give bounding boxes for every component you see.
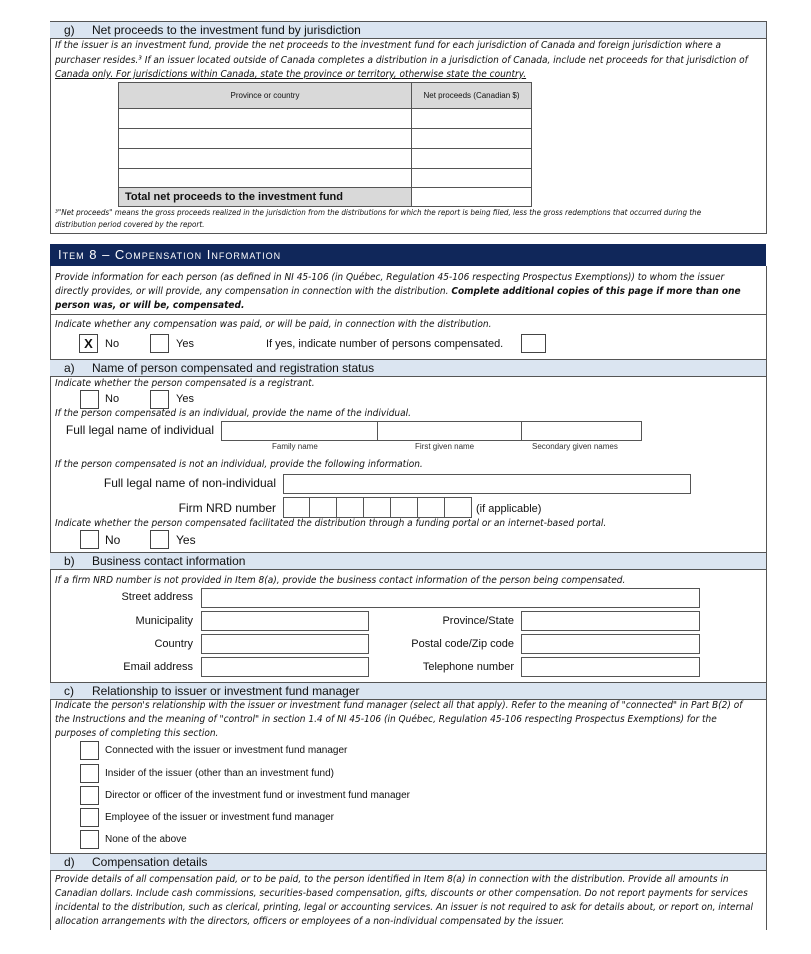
footnote: ³"Net proceeds" means the gross proceeds realized in the jurisdiction from the distributions for which the report is being filed, less the gross redemptions that occurred during the — [55, 208, 702, 217]
portal-no-checkbox[interactable] — [80, 530, 99, 549]
province-cell[interactable] — [119, 149, 412, 169]
instruction-text: If a firm NRD number is not provided in Item 8(a), provide the business contact information of the person being compensated. — [55, 575, 626, 586]
section-title: Relationship to issuer or investment fund manager — [92, 684, 360, 698]
section-title: Compensation details — [92, 855, 208, 869]
if-applicable-note: (if applicable) — [476, 503, 542, 515]
relationship-connected-checkbox[interactable] — [80, 741, 99, 760]
municipality-input[interactable] — [201, 611, 369, 631]
intro-bold: person was, or will be, compensated. — [55, 300, 245, 311]
phone-label: Telephone number — [422, 661, 514, 673]
question-text: Indicate whether the person compensated facilitated the distribution through a funding portal or an internet-based portal. — [55, 518, 607, 529]
net-proceeds-table — [118, 82, 532, 207]
nrd-number-input[interactable] — [283, 497, 472, 518]
instruction-text: Canada only. For jurisdictions within Canada, state the province or territory, otherwise state the country. — [55, 69, 527, 80]
option-label: Insider of the issuer (other than an investment fund) — [105, 768, 335, 779]
yes-label: Yes — [176, 533, 196, 547]
no-label: No — [105, 338, 120, 350]
secondary-names-caption: Secondary given names — [532, 442, 618, 451]
divider — [50, 314, 767, 315]
first-name-caption: First given name — [415, 442, 475, 451]
instruction-text: purchaser resides.³ If an issuer located outside of Canada completes a distribution in a jurisdiction of Canada, include net proceeds for that jurisdiction of — [55, 55, 748, 66]
section-b-header — [50, 552, 766, 570]
province-input[interactable] — [521, 611, 700, 631]
instruction-text: allocation arrangements with the directors, officers or employees of a non-individual compensated by the issuer. — [55, 916, 565, 927]
nonindividual-name-input[interactable] — [283, 474, 691, 494]
persons-label: If yes, indicate number of persons compensated. — [266, 338, 504, 350]
intro-bold: Complete additional copies of this page if more than one — [451, 286, 741, 297]
compensation-no-checkbox[interactable]: X — [79, 334, 98, 353]
intro-text: Provide information for each person (as defined in NI 45-106 (in Québec, Regulation 45-106 respecting Prospectus Exemptions)) to whom the issuer — [55, 272, 725, 283]
street-input[interactable] — [201, 588, 700, 608]
family-name-input[interactable] — [221, 421, 378, 441]
section-title: Name of person compensated and registration status — [92, 361, 375, 375]
municipality-label: Municipality — [135, 615, 193, 627]
instruction-text: purposes of completing this section. — [55, 728, 219, 739]
province-cell[interactable] — [119, 169, 412, 188]
proceeds-cell[interactable] — [412, 169, 532, 188]
question-text: If the person compensated is not an individual, provide the following information. — [55, 459, 423, 470]
column-header: Net proceeds (Canadian $) — [412, 83, 532, 109]
frame-right — [766, 21, 767, 233]
instruction-text: incidental to the distribution, such as clerical, printing, legal or accounting services. An issuer is not required to ask for details about, or report on, internal — [55, 902, 753, 913]
instruction-text: the Instructions and the meaning of "control" in section 1.4 of NI 45-106 (in Québec, Regulation 45-106 respecting Prospectus Exemptions) for the — [55, 714, 717, 725]
question-text: Indicate whether the person compensated is a registrant. — [55, 378, 315, 389]
country-input[interactable] — [201, 634, 369, 654]
option-label: Director or officer of the investment fund or investment fund manager — [105, 790, 410, 801]
relationship-employee-checkbox[interactable] — [80, 808, 99, 827]
section-title: Business contact information — [92, 554, 246, 568]
email-label: Email address — [123, 661, 193, 673]
persons-count-input[interactable] — [521, 334, 546, 353]
proceeds-cell[interactable] — [412, 149, 532, 169]
phone-input[interactable] — [521, 657, 700, 677]
portal-yes-checkbox[interactable] — [150, 530, 169, 549]
item8-title: Item 8 – Compensation Information — [58, 247, 282, 262]
secondary-names-input[interactable] — [521, 421, 642, 441]
frame-left — [50, 21, 51, 233]
section-letter: d) — [64, 855, 75, 869]
total-label: Total net proceeds to the investment fund — [119, 188, 412, 207]
question-text: If the person compensated is an individual, provide the name of the individual. — [55, 408, 411, 419]
total-proceeds-cell[interactable] — [412, 188, 532, 207]
section-title: Net proceeds to the investment fund by jurisdiction — [92, 23, 361, 37]
postal-label: Postal code/Zip code — [411, 638, 514, 650]
proceeds-cell[interactable] — [412, 109, 532, 129]
frame-right — [766, 266, 767, 930]
first-name-input[interactable] — [377, 421, 522, 441]
section-letter: c) — [64, 684, 74, 698]
proceeds-cell[interactable] — [412, 129, 532, 149]
option-label: Employee of the issuer or investment fund manager — [105, 812, 335, 823]
relationship-none-checkbox[interactable] — [80, 830, 99, 849]
section-a-header — [50, 359, 766, 377]
instruction-text: Provide details of all compensation paid, or to be paid, to the person identified in Item 8(a) in connection with the distribution. Provide all amounts in — [55, 874, 729, 885]
yes-label: Yes — [176, 393, 194, 405]
section-c-header — [50, 682, 766, 700]
section-letter: b) — [64, 554, 75, 568]
frame-bottom — [50, 233, 767, 234]
province-cell[interactable] — [119, 129, 412, 149]
option-label: Connected with the issuer or investment fund manager — [105, 745, 348, 756]
section-letter: a) — [64, 361, 75, 375]
relationship-insider-checkbox[interactable] — [80, 764, 99, 783]
question-text: Indicate whether any compensation was paid, or will be paid, in connection with the distribution. — [55, 319, 492, 330]
family-name-caption: Family name — [272, 442, 318, 451]
item8-header — [50, 244, 766, 266]
street-label: Street address — [121, 591, 193, 603]
instruction-text: Canadian dollars. Include cash commissions, securities-based compensation, gifts, discounts or other compensation. Do not report payments for services — [55, 888, 748, 899]
yes-label: Yes — [176, 338, 194, 350]
section-d-header — [50, 853, 766, 871]
nrd-label: Firm NRD number — [178, 501, 276, 515]
province-label: Province/State — [442, 615, 514, 627]
nonindividual-label: Full legal name of non-individual — [103, 476, 276, 490]
full-name-label: Full legal name of individual — [65, 423, 214, 437]
footnote: distribution period covered by the report. — [55, 220, 205, 229]
instruction-text: Indicate the person's relationship with the issuer or investment fund manager (select all that apply). Refer to the meaning of "connected" in Part B(2) of — [55, 700, 743, 711]
no-label: No — [105, 533, 121, 547]
email-input[interactable] — [201, 657, 369, 677]
column-header: Province or country — [119, 83, 412, 109]
relationship-director-checkbox[interactable] — [80, 786, 99, 805]
intro-text: directly provides, or will provide, any compensation in connection with the distribution. — [55, 286, 452, 297]
postal-input[interactable] — [521, 634, 700, 654]
no-label: No — [105, 393, 120, 405]
country-label: Country — [154, 638, 193, 650]
section-g-header — [50, 21, 766, 39]
section-letter: g) — [64, 23, 75, 37]
instruction-text: If the issuer is an investment fund, provide the net proceeds to the investment fund for each jurisdiction of Canada and foreign jurisdiction where a — [55, 40, 722, 51]
compensation-yes-checkbox[interactable] — [150, 334, 169, 353]
option-label: None of the above — [105, 834, 187, 845]
province-cell[interactable] — [119, 109, 412, 129]
